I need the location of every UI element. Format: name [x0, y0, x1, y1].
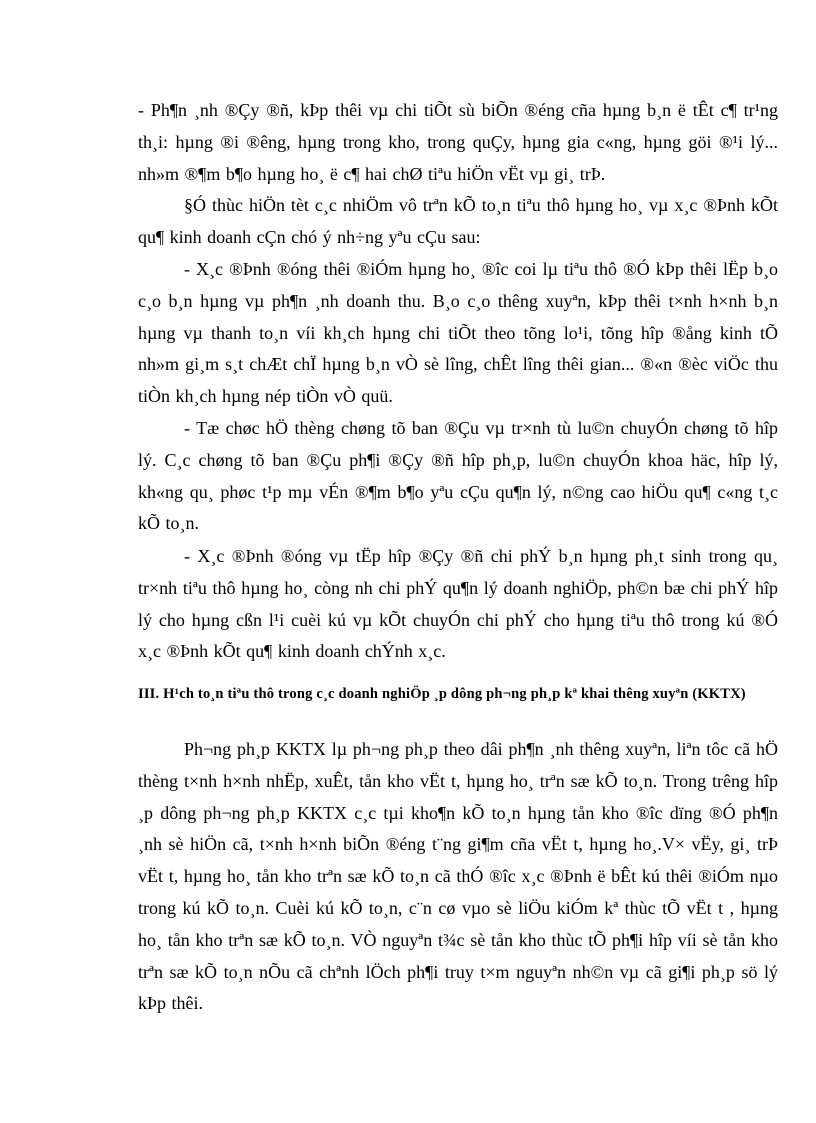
section-paragraph-1: Ph¬ng ph¸p KKTX lµ ph¬ng ph¸p theo dâi ph¶n ¸nh thêng xuyªn, liªn tôc cã hÖ thèng t×nh h×nh nhËp, xuÊt, tån kho vËt t, hµng ho¸ trªn sæ kÕ to¸n. Trong trêng hîp ¸p dông ph¬ng ph¸p KKTX c¸c tµi kho¶n kÕ to¸n hµng tån kho ®îc dïng ®Ó ph¶n ¸nh sè hiÖn cã, t×nh h×nh biÕn ®éng t¨ng gi¶m cña vËt t, hµng ho¸.V× vËy, gi¸ trÞ vËt t, hµng ho¸ tån kho trªn sæ kÕ to¸n cã thÓ ®îc x¸c ®Þnh ë bÊt kú thêi ®iÓm nµo trong kú kÕ to¸n. Cuèi kú kÕ to¸n, c¨n cø vµo sè liÖu kiÓm kª thùc tÕ vËt t , hµng ho¸ tån kho trªn sæ kÕ to¸n. VÒ nguyªn t¾c sè tån kho thùc tÕ ph¶i hîp víi sè tån kho trªn sæ kÕ to¸n nÕu cã chªnh lÖch ph¶i truy t×m nguyªn nh©n vµ cã gi¶i ph¸p sö lý kÞp thêi. — [138, 739, 778, 1014]
paragraph-2: §Ó thùc hiÖn tèt c¸c nhiÖm vô trªn kÕ to¸n tiªu thô hµng ho¸ vµ x¸c ®Þnh kÕt qu¶ kinh doanh cÇn chó ý nh÷ng yªu cÇu sau: — [138, 195, 778, 247]
paragraph-1: - Ph¶n ¸nh ®Çy ®ñ, kÞp thêi vµ chi tiÕt sù biÕn ®éng cña hµng b¸n ë tÊt c¶ tr¹ng th¸i: hµng ®i ®êng, hµng trong kho, trong quÇy, hµng gia c«ng, hµng göi ®¹i lý... nh»m ®¶m b¶o hµng ho¸ ë c¶ hai chØ tiªu hiÖn vËt vµ gi¸ trÞ. — [138, 100, 778, 184]
paragraph-3: - X¸c ®Þnh ®óng thêi ®iÓm hµng ho¸ ®îc coi lµ tiªu thô ®Ó kÞp thêi lËp b¸o c¸o b¸n hµng vµ ph¶n ¸nh doanh thu. B¸o c¸o thêng xuyªn, kÞp thêi t×nh h×nh b¸n hµng vµ thanh to¸n víi kh¸ch hµng chi tiÕt theo tõng lo¹i, tõng hîp ®ång kinh tÕ nh»m gi¸m s¸t chÆt chÏ hµng b¸n vÒ sè lîng, chÊt lîng thêi gian... ®«n ®èc viÖc thu tiÒn kh¸ch hµng nép tiÒn vÒ quü. — [138, 259, 778, 407]
section-heading: III. H¹ch to¸n tiªu thô trong c¸c doanh nghiÖp ¸p dông ph¬ng ph¸p kª khai thêng xuyªn (KKTX) — [138, 686, 746, 702]
paragraph-5: - X¸c ®Þnh ®óng vµ tËp hîp ®Çy ®ñ chi phÝ b¸n hµng ph¸t sinh trong qu¸ tr×nh tiªu thô hµng ho¸ còng nh chi phÝ qu¶n lý doanh nghiÖp, ph©n bæ chi phÝ hîp lý cho hµng cßn l¹i cuèi kú vµ kÕt chuyÓn chi phÝ cho hµng tiªu thô trong kú ®Ó x¸c ®Þnh kÕt qu¶ kinh doanh chÝnh x¸c. — [138, 546, 778, 662]
paragraph-4: - Tæ chøc hÖ thèng chøng tõ ban ®Çu vµ tr×nh tù lu©n chuyÓn chøng tõ hîp lý. C¸c chøng tõ ban ®Çu ph¶i ®Çy ®ñ hîp ph¸p, lu©n chuyÓn khoa häc, hîp lý, kh«ng qu¸ phøc t¹p mµ vÉn ®¶m b¶o yªu cÇu qu¶n lý, n©ng cao hiÖu qu¶ c«ng t¸c kÕ to¸n. — [138, 418, 778, 534]
